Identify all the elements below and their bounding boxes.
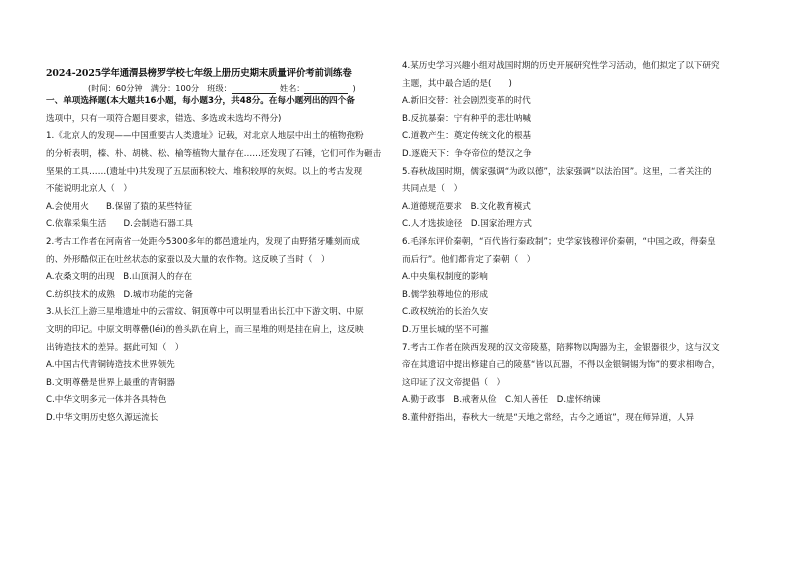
- right-line: 共同点是（ ）: [402, 184, 463, 195]
- question-4-option-d: D.逐鹿天下：争夺帝位的楚汉之争: [402, 148, 532, 159]
- question-3-option-c: C.中华文明多元一体并各具特色: [46, 395, 167, 406]
- name-blank: [304, 84, 348, 94]
- right-line: 帝在其遗诏中提出修建自己的陵墓“皆以瓦器，不得以金银铜锡为饰”的要求相吻合，: [402, 360, 721, 371]
- question-4-stem: 4.某历史学习兴趣小组对战国时期的历史开展研究性学习活动，他们拟定了以下研究: [402, 61, 720, 71]
- question-4-option-b: B.反抗暴秦：宁有种乎的悲壮呐喊: [402, 113, 531, 124]
- question-5-stem: 5.春秋战国时期，儒家强调“为政以德”，法家强调“以法治国”。这里，二者关注的: [402, 166, 712, 177]
- left-line: 选项中，只有一项符合题目要求，错选、多选或未选均不得分): [46, 113, 282, 124]
- right-column: [402, 58, 754, 427]
- question-5-options-cd: C.人才选拔途径 D.国家治理方式: [402, 219, 532, 230]
- meta-name-label: 姓名：: [279, 83, 305, 93]
- question-6-option-b: B.儒学独尊地位的形成: [402, 289, 488, 300]
- exam-title: 2024-2025学年通渭县榜罗学校七年级上册历史期末质量评价考前训练卷: [46, 68, 352, 79]
- question-4-option-c: C.道教产生：奠定传统文化的根基: [402, 131, 532, 142]
- question-8-stem: 8.董仲舒指出，春秋大一统是“天地之常经，古今之通谊”，现在师异道，人异: [402, 412, 695, 423]
- question-4-option-a: A.新旧交替：社会剧烈变革的时代: [402, 96, 531, 107]
- left-line: 坚果的工具……(遗址中)共发现了五层面积较大、堆积较厚的灰烬。以上的考古发现: [46, 166, 363, 177]
- question-3-option-b: B.文明尊罍是世界上最重的青铜器: [46, 377, 175, 388]
- exam-meta: [88, 83, 356, 94]
- question-1-options-cd: C.依靠采集生活 D.会制造石器工具: [46, 219, 193, 230]
- question-6-stem: 6.毛泽东评价秦朝，“百代皆行秦政制”；史学家钱穆评价秦朝，“中国之政，得秦皇: [402, 236, 716, 247]
- question-3-option-a: A.中国古代青铜铸造技术世界领先: [46, 360, 175, 371]
- question-1-stem: 1.《北京人的发现——中国重要古人类遗址》记载，对北京人地层中出土的植物孢粉: [46, 131, 364, 142]
- question-2-stem: 2.考古工作者在河南省一处距今5300多年的都邑遗址内，发现了由野猪牙雕刻而成: [46, 236, 360, 247]
- question-3-option-d: D.中华文明历史悠久源远流长: [46, 412, 159, 423]
- right-line: 这印证了汉文帝提倡（ ）: [402, 377, 506, 388]
- left-line: 的、外形酷似正在吐丝状态的家蚕以及大量的农作物。这反映了当时（ ）: [46, 254, 330, 265]
- left-column: [46, 58, 398, 427]
- question-5-options-ab: A.道德规范要求 B.文化教育模式: [402, 201, 531, 212]
- question-7-options: A.勤于政事 B.戒奢从俭 C.知人善任 D.虚怀纳谏: [402, 395, 601, 406]
- question-2-options-cd: C.纺织技术的成熟 D.城市功能的完备: [46, 289, 193, 300]
- question-6-option-d: D.万里长城的坚不可摧: [402, 324, 489, 335]
- right-line: 主题，其中最合适的是( ): [402, 78, 512, 89]
- question-2-options-ab: A.农桑文明的出现 B.山顶洞人的存在: [46, 272, 192, 283]
- class-blank: [232, 84, 276, 94]
- question-7-stem: 7.考古工作者在陕西发现的汉文帝陵墓，陪葬物以陶器为主，金银器很少，这与汉文: [402, 342, 720, 353]
- meta-time-score-class: (时间：60分钟 满分：100分 班级：: [88, 83, 232, 93]
- question-1-options-ab: A.会使用火 B.保留了猿的某些特征: [46, 201, 192, 212]
- right-line: 而后行”。他们都肯定了秦朝（ ）: [402, 254, 536, 265]
- left-line: 文明的印记。中原文明尊罍(léi)的兽头趴在肩上，而三星堆的则是挂在肩上，这反映: [46, 324, 364, 335]
- question-6-option-a: A.中央集权制度的影响: [402, 272, 488, 283]
- left-line: 出铸造技术的差异。据此可知（ ）: [46, 342, 184, 353]
- meta-close: ): [352, 83, 356, 93]
- section-heading: 一、单项选择题(本大题共16小题，每小题3分，共48分。在每小题列出的四个备: [46, 96, 355, 107]
- question-6-option-c: C.政权统治的长治久安: [402, 307, 489, 318]
- left-line: 不能说明北京人（ ）: [46, 184, 132, 195]
- question-3-stem: 3.从长江上游三星堆遗址中的云雷纹、铜顶尊中可以明显看出长江中下游文明、中原: [46, 307, 364, 318]
- left-line: 的分析表明，榛、朴、胡桃、松、榆等植物大量存在……还发现了石锤，它们可作为砸击: [46, 148, 382, 159]
